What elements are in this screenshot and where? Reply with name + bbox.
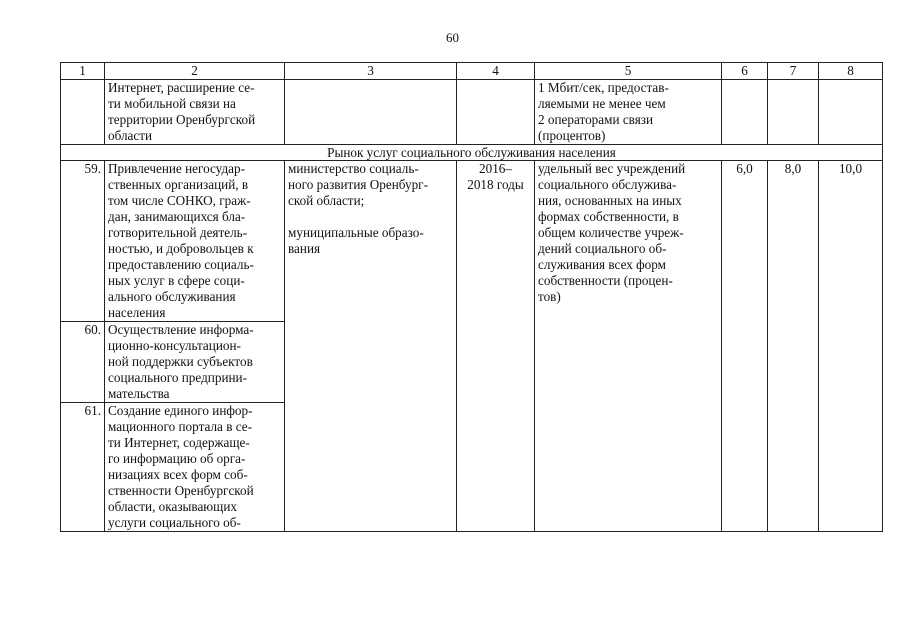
row-number: 60. (61, 322, 105, 403)
value-2018: 10,0 (819, 161, 883, 532)
cell-empty (722, 80, 768, 145)
table-header-row (61, 63, 883, 80)
measure-text: Привлечение негосудар- ственных организаций, в том числе СОНКО, граж- дан, занимающихся бла- готворительной деятель- ностью, и добровольцев к предоставлению социаль- ных услуг в сфере соци- ального обслуживания населения (105, 161, 285, 322)
section-title: Рынок услуг социального обслуживания населения (61, 145, 883, 161)
table-row-continued (61, 80, 883, 145)
period-cell: 2016– 2018 годы (457, 161, 535, 532)
cell-empty (819, 80, 883, 145)
header-cell: 7 (768, 63, 819, 80)
header-cell: 3 (285, 63, 457, 80)
indicator-cell: удельный вес учреждений социального обслужива- ния, основанных на иных формах собственности, в общем количестве учреж- дений социального об- служивания всех форм собственности (процен- тов) (535, 161, 722, 532)
header-cell: 5 (535, 63, 722, 80)
header-cell: 4 (457, 63, 535, 80)
continued-measure-text: Интернет, расширение се- ти мобильной связи на территории Оренбургской области (105, 80, 285, 145)
header-cell: 6 (722, 63, 768, 80)
row-number: 59. (61, 161, 105, 322)
table-row (61, 161, 883, 322)
cell-empty (768, 80, 819, 145)
page-number: 60 (446, 30, 459, 45)
measure-text: Создание единого инфор- мационного портала в се- ти Интернет, содержаще- го информацию об орга- низациях всех форм соб- ственности Оренбургской области, оказывающих услуги социального об- (105, 403, 285, 532)
value-2017: 8,0 (768, 161, 819, 532)
cell-empty (285, 80, 457, 145)
header-cell: 1 (61, 63, 105, 80)
executor-municipal: муниципальные образо- вания (288, 225, 424, 256)
row-number: 61. (61, 403, 105, 532)
executor-cell (285, 161, 457, 532)
executor-ministry: министерство социаль- ного развития Оренбург- ской области; (288, 161, 428, 208)
value-2016: 6,0 (722, 161, 768, 532)
header-cell: 8 (819, 63, 883, 80)
document-table (60, 62, 883, 532)
header-cell: 2 (105, 63, 285, 80)
cell-empty (61, 80, 105, 145)
section-row (61, 145, 883, 161)
measure-text: Осуществление информа- ционно-консультацион- ной поддержки субъектов социального предприни- мательства (105, 322, 285, 403)
cell-empty (457, 80, 535, 145)
continued-indicator-text: 1 Мбит/сек, предостав- ляемыми не менее чем 2 операторами связи (процентов) (535, 80, 722, 145)
